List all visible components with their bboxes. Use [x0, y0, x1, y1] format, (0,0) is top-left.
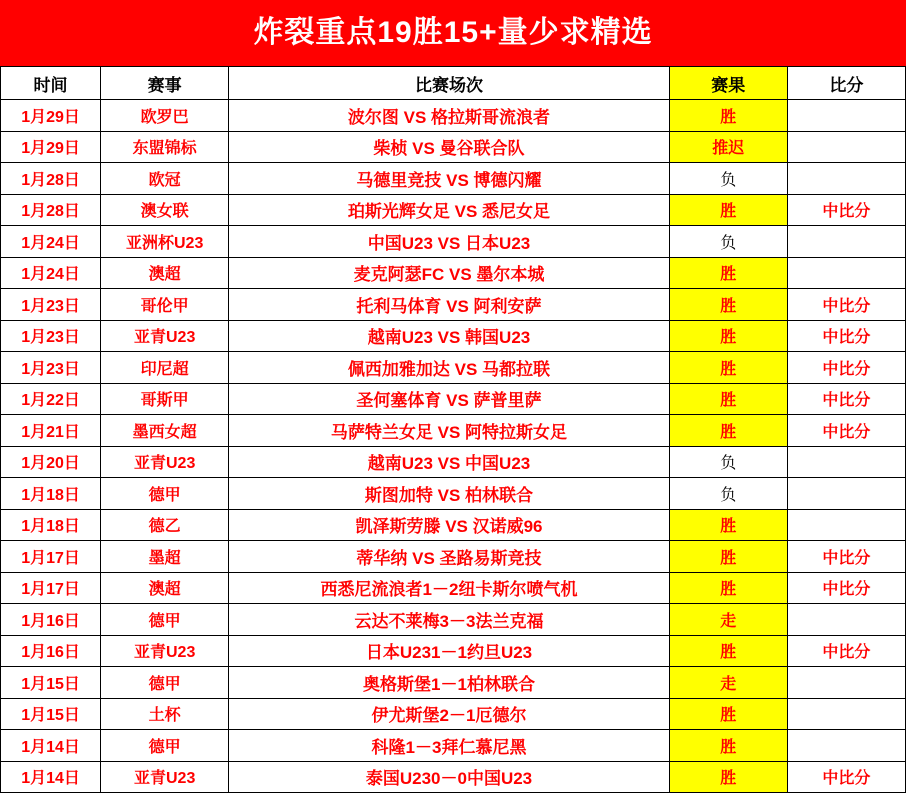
cell-date: 1月16日	[1, 635, 101, 667]
cell-match: 麦克阿瑟FC VS 墨尔本城	[229, 257, 669, 289]
table-row	[1, 131, 906, 163]
cell-match: 中国U23 VS 日本U23	[229, 226, 669, 258]
cell-result: 走	[669, 667, 787, 699]
cell-result: 负	[669, 226, 787, 258]
column-header-match: 比赛场次	[229, 67, 669, 100]
table-body	[1, 100, 906, 793]
cell-league: 德甲	[101, 478, 229, 510]
cell-match: 马萨特兰女足 VS 阿特拉斯女足	[229, 415, 669, 447]
cell-match: 蒂华纳 VS 圣路易斯竞技	[229, 541, 669, 573]
table-row	[1, 730, 906, 762]
cell-league: 澳超	[101, 257, 229, 289]
cell-result: 胜	[669, 509, 787, 541]
cell-league: 澳女联	[101, 194, 229, 226]
cell-result: 负	[669, 163, 787, 195]
cell-match: 斯图加特 VS 柏林联合	[229, 478, 669, 510]
cell-match: 圣何塞体育 VS 萨普里萨	[229, 383, 669, 415]
table-row	[1, 415, 906, 447]
cell-league: 亚青U23	[101, 446, 229, 478]
cell-score: 中比分	[787, 383, 905, 415]
cell-date: 1月17日	[1, 541, 101, 573]
cell-score: 中比分	[787, 635, 905, 667]
cell-result: 胜	[669, 320, 787, 352]
cell-result: 胜	[669, 730, 787, 762]
cell-score: 中比分	[787, 572, 905, 604]
cell-date: 1月28日	[1, 194, 101, 226]
cell-date: 1月24日	[1, 257, 101, 289]
cell-date: 1月16日	[1, 604, 101, 636]
cell-result: 胜	[669, 100, 787, 132]
column-header-league: 赛事	[101, 67, 229, 100]
column-header-score: 比分	[787, 67, 905, 100]
cell-date: 1月18日	[1, 509, 101, 541]
table-row	[1, 446, 906, 478]
cell-score	[787, 100, 905, 132]
table-row	[1, 572, 906, 604]
cell-result: 推迟	[669, 131, 787, 163]
table-row	[1, 257, 906, 289]
cell-league: 德乙	[101, 509, 229, 541]
cell-date: 1月18日	[1, 478, 101, 510]
cell-score	[787, 446, 905, 478]
cell-date: 1月28日	[1, 163, 101, 195]
cell-score: 中比分	[787, 320, 905, 352]
table-row	[1, 383, 906, 415]
cell-result: 胜	[669, 698, 787, 730]
cell-league: 墨超	[101, 541, 229, 573]
table-row	[1, 352, 906, 384]
cell-date: 1月23日	[1, 352, 101, 384]
cell-league: 澳超	[101, 572, 229, 604]
cell-league: 德甲	[101, 730, 229, 762]
column-header-result: 赛果	[669, 67, 787, 100]
cell-score	[787, 131, 905, 163]
table-row	[1, 541, 906, 573]
cell-date: 1月15日	[1, 667, 101, 699]
cell-result: 胜	[669, 761, 787, 793]
cell-result: 胜	[669, 383, 787, 415]
cell-date: 1月24日	[1, 226, 101, 258]
cell-match: 凯泽斯劳滕 VS 汉诺威96	[229, 509, 669, 541]
cell-score: 中比分	[787, 761, 905, 793]
cell-league: 哥伦甲	[101, 289, 229, 321]
cell-score	[787, 226, 905, 258]
table-row	[1, 194, 906, 226]
cell-result: 胜	[669, 415, 787, 447]
cell-league: 墨西女超	[101, 415, 229, 447]
cell-league: 欧罗巴	[101, 100, 229, 132]
cell-score	[787, 163, 905, 195]
cell-score	[787, 730, 905, 762]
column-header-date: 时间	[1, 67, 101, 100]
cell-match: 柴桢 VS 曼谷联合队	[229, 131, 669, 163]
cell-score: 中比分	[787, 415, 905, 447]
cell-match: 越南U23 VS 韩国U23	[229, 320, 669, 352]
cell-match: 奥格斯堡1－1柏林联合	[229, 667, 669, 699]
cell-date: 1月23日	[1, 320, 101, 352]
cell-league: 德甲	[101, 604, 229, 636]
cell-league: 德甲	[101, 667, 229, 699]
cell-league: 欧冠	[101, 163, 229, 195]
table-row	[1, 635, 906, 667]
cell-date: 1月22日	[1, 383, 101, 415]
table-row	[1, 163, 906, 195]
table-row	[1, 761, 906, 793]
table-row	[1, 667, 906, 699]
cell-score: 中比分	[787, 194, 905, 226]
table-row	[1, 289, 906, 321]
cell-date: 1月14日	[1, 761, 101, 793]
cell-result: 胜	[669, 289, 787, 321]
cell-score	[787, 604, 905, 636]
cell-match: 佩西加雅加达 VS 马都拉联	[229, 352, 669, 384]
cell-score	[787, 257, 905, 289]
cell-result: 胜	[669, 352, 787, 384]
cell-league: 哥斯甲	[101, 383, 229, 415]
cell-league: 亚青U23	[101, 320, 229, 352]
cell-league: 土杯	[101, 698, 229, 730]
cell-result: 胜	[669, 257, 787, 289]
cell-match: 波尔图 VS 格拉斯哥流浪者	[229, 100, 669, 132]
cell-date: 1月20日	[1, 446, 101, 478]
cell-score: 中比分	[787, 541, 905, 573]
table-row	[1, 100, 906, 132]
table-row	[1, 604, 906, 636]
table-row	[1, 509, 906, 541]
cell-date: 1月14日	[1, 730, 101, 762]
cell-league: 亚青U23	[101, 761, 229, 793]
cell-date: 1月29日	[1, 131, 101, 163]
cell-result: 胜	[669, 572, 787, 604]
table-row	[1, 320, 906, 352]
cell-match: 西悉尼流浪者1－2纽卡斯尔喷气机	[229, 572, 669, 604]
cell-score	[787, 509, 905, 541]
cell-match: 科隆1－3拜仁慕尼黑	[229, 730, 669, 762]
cell-score	[787, 478, 905, 510]
cell-match: 马德里竞技 VS 博德闪耀	[229, 163, 669, 195]
cell-match: 伊尤斯堡2－1厄德尔	[229, 698, 669, 730]
cell-match: 泰国U230－0中国U23	[229, 761, 669, 793]
cell-league: 亚青U23	[101, 635, 229, 667]
cell-date: 1月29日	[1, 100, 101, 132]
cell-score	[787, 667, 905, 699]
table-row	[1, 478, 906, 510]
cell-date: 1月23日	[1, 289, 101, 321]
cell-match: 珀斯光辉女足 VS 悉尼女足	[229, 194, 669, 226]
cell-date: 1月21日	[1, 415, 101, 447]
cell-score: 中比分	[787, 352, 905, 384]
cell-result: 负	[669, 478, 787, 510]
cell-match: 云达不莱梅3－3法兰克福	[229, 604, 669, 636]
cell-result: 负	[669, 446, 787, 478]
cell-league: 东盟锦标	[101, 131, 229, 163]
cell-date: 1月15日	[1, 698, 101, 730]
cell-match: 托利马体育 VS 阿利安萨	[229, 289, 669, 321]
table-row	[1, 226, 906, 258]
cell-league: 印尼超	[101, 352, 229, 384]
table-header-row	[1, 67, 906, 100]
cell-date: 1月17日	[1, 572, 101, 604]
results-table	[0, 66, 906, 793]
cell-match: 日本U231－1约旦U23	[229, 635, 669, 667]
cell-result: 胜	[669, 194, 787, 226]
cell-result: 走	[669, 604, 787, 636]
page-title: 炸裂重点19胜15+量少求精选	[0, 0, 906, 66]
cell-result: 胜	[669, 541, 787, 573]
cell-league: 亚洲杯U23	[101, 226, 229, 258]
cell-match: 越南U23 VS 中国U23	[229, 446, 669, 478]
cell-score: 中比分	[787, 289, 905, 321]
cell-result: 胜	[669, 635, 787, 667]
